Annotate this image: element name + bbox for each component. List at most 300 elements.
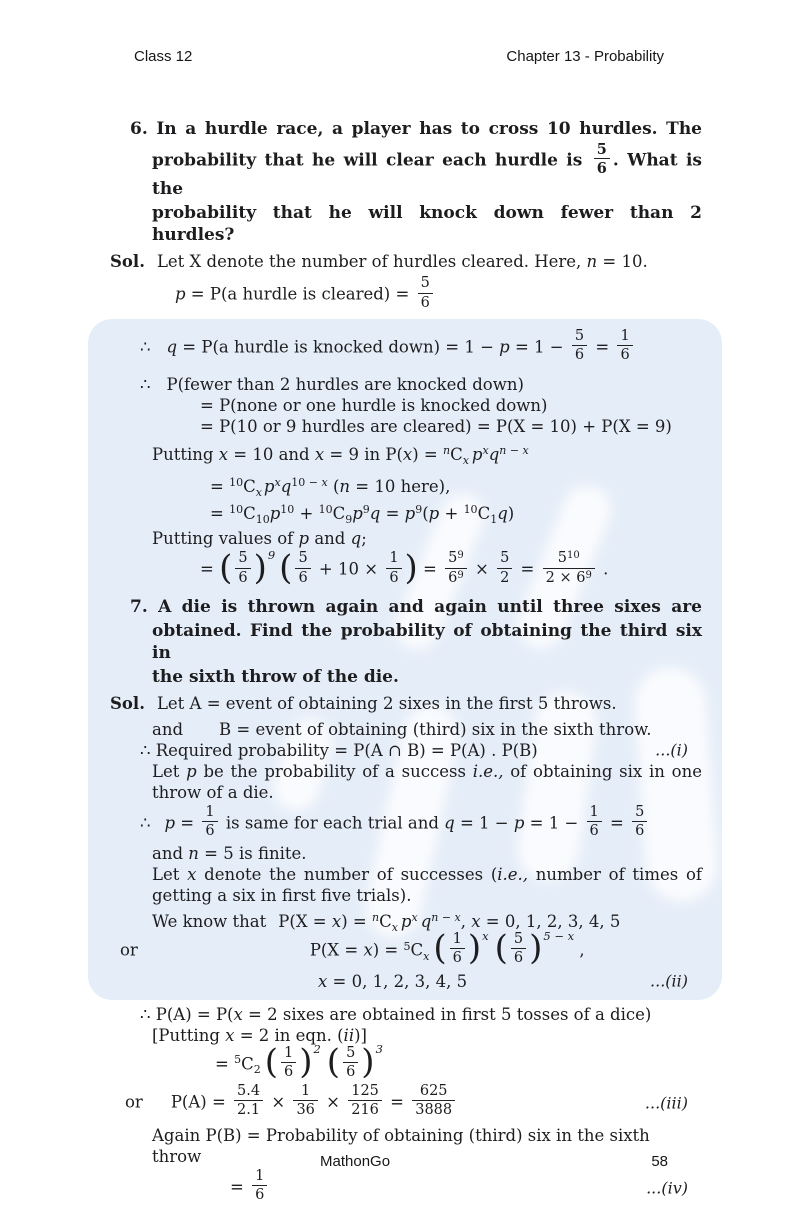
text-line <box>110 971 702 992</box>
italic-run: n <box>188 844 199 864</box>
left-paren: ( <box>279 547 293 588</box>
fraction <box>587 805 602 839</box>
denominator: $2 \times 6^9$ <box>543 568 595 586</box>
text-line <box>110 864 702 885</box>
text-run: = 0, 1, 2, 3, 4, 5 <box>480 912 621 932</box>
text-run: ) = <box>372 940 404 960</box>
numerator: 1 <box>589 803 599 820</box>
text-run: = <box>590 337 615 357</box>
text-run: × <box>469 560 495 580</box>
text-line <box>110 761 702 782</box>
text-run: × <box>320 1092 346 1112</box>
italic-run: q <box>369 504 381 524</box>
fraction <box>234 1084 263 1118</box>
text-run: P(A) = <box>170 1092 232 1112</box>
italic-run: x <box>331 912 342 932</box>
italic-run: q <box>488 445 500 465</box>
spacer <box>321 1048 327 1069</box>
fraction <box>497 551 512 585</box>
text-run: Let X denote the number of hurdles cleared. Here, <box>156 252 587 272</box>
text-run: ( <box>422 504 429 524</box>
spacer <box>145 246 157 267</box>
text-run: = <box>515 560 540 580</box>
text-run: C <box>450 445 463 465</box>
denominator: 6 <box>617 345 632 363</box>
text-run: ) = <box>341 912 372 932</box>
italic-run: x <box>218 445 229 465</box>
text-line <box>110 688 702 714</box>
numerator: 1 <box>205 803 215 820</box>
numerator: 5 <box>574 327 585 344</box>
subscript: x <box>255 486 262 500</box>
numerator: 1 <box>389 550 399 567</box>
subscript: x <box>391 921 398 935</box>
text-line <box>110 906 702 935</box>
text-line <box>110 439 702 468</box>
fraction <box>543 551 595 585</box>
denominator: 6 <box>594 158 610 176</box>
paren-exponent: 9 <box>267 548 276 563</box>
subscript: 1 <box>490 513 498 527</box>
italic-run: p <box>175 285 186 305</box>
fraction <box>450 932 465 966</box>
denominator: 2 <box>497 568 512 586</box>
text-run: ∴ <box>140 337 151 357</box>
text-run: ) = <box>412 445 443 465</box>
page-footer <box>110 1153 702 1173</box>
italic-run: i.e., <box>472 761 504 781</box>
text-run: = 5 is finite. <box>198 844 307 864</box>
text-run: P(fewer than 2 hurdles are knocked down) <box>166 375 524 395</box>
superscript: 10 <box>463 503 478 517</box>
text-line <box>110 275 702 312</box>
subscript: 9 <box>345 513 353 527</box>
fraction <box>418 276 433 310</box>
text-run: and <box>152 844 189 864</box>
text-line <box>110 666 702 688</box>
numerator: 625 <box>419 1083 448 1100</box>
fraction <box>511 932 526 966</box>
fraction <box>343 1046 358 1080</box>
text-run: Let A = event of obtaining 2 sixes in the first 5 throws. <box>156 693 617 713</box>
italic-run: n <box>586 252 598 272</box>
content-before-highlight <box>110 118 702 313</box>
text-line <box>110 503 702 527</box>
text-run: ∴ P(A) = P( <box>140 1004 234 1024</box>
text-run: = P(a hurdle is knocked down) = 1 − <box>177 337 500 357</box>
superscript: x <box>274 476 281 490</box>
superscript: n <box>442 444 451 458</box>
text-run: = P(none or one hurdle is knocked down) <box>200 396 548 416</box>
italic-run: q <box>166 337 178 357</box>
header-right: Chapter 13 - Probability <box>506 48 664 65</box>
text-run: = 2 in eqn. ( <box>234 1025 344 1045</box>
text-run: C <box>241 1054 254 1074</box>
ref-label: ...(i) <box>655 740 688 760</box>
text-line <box>110 471 702 500</box>
text-run: + <box>439 504 464 524</box>
text-run: C <box>243 504 256 524</box>
fraction <box>202 805 217 839</box>
superscript: 10 <box>229 476 244 490</box>
page-header <box>110 48 702 68</box>
text-run: = <box>380 504 405 524</box>
denominator: 6 <box>587 821 602 839</box>
numerator: $5^9$ <box>448 550 464 567</box>
denominator: 6 <box>511 948 526 966</box>
numerator: 5 <box>500 550 510 567</box>
text-run: = 1 − <box>509 337 569 357</box>
right-paren <box>404 547 418 588</box>
denominator: 6 <box>572 345 587 363</box>
italic-run: p <box>513 813 525 833</box>
text-run: be the probability of a success <box>196 761 473 781</box>
denominator: 36 <box>293 1100 317 1118</box>
text-line <box>110 782 702 803</box>
italic-run: n <box>339 477 351 497</box>
fraction <box>572 329 587 363</box>
italic-run: x <box>225 1025 235 1045</box>
fraction <box>235 551 250 585</box>
text-run: getting a six in first five trials). <box>152 886 412 906</box>
numerator: 5 <box>238 550 248 567</box>
paren-glyph: ) <box>467 928 482 969</box>
numerator: 1 <box>301 1083 311 1100</box>
text-run: throw of a die. <box>152 782 274 802</box>
text-run: = 1 − <box>454 813 514 833</box>
text-run: 7. A die is thrown again and again until three sixes are <box>130 596 702 617</box>
superscript: n <box>371 911 380 925</box>
fraction <box>594 142 610 176</box>
ref-label: ...(ii) <box>650 971 688 991</box>
denominator: 2.1 <box>234 1100 263 1118</box>
paren-glyph: ) <box>404 547 418 588</box>
text-line <box>110 1041 702 1082</box>
italic-run: p <box>263 477 275 497</box>
italic-run: x <box>471 912 481 932</box>
text-line <box>110 528 702 549</box>
text-run: = P(10 or 9 hurdles are cleared) = P(X = 10) + P(X = 9) <box>200 417 672 437</box>
text-run: P(X = <box>278 912 332 932</box>
text-run: = 9 in P( <box>324 445 403 465</box>
text-line <box>110 928 702 969</box>
text-run: = <box>604 813 630 833</box>
left-paren: ( <box>264 1041 278 1082</box>
text-run: or <box>125 1092 143 1112</box>
italic-run: p <box>471 445 483 465</box>
left-paren: ( <box>326 1041 341 1082</box>
superscript: 10 − <box>291 476 322 490</box>
fraction <box>617 329 632 363</box>
text-run: 6. In a hurdle race, a player has to cross 10 hurdles. The <box>130 119 702 139</box>
text-run: = 10 and <box>228 445 315 465</box>
numerator: 125 <box>351 1083 379 1100</box>
spacer <box>183 714 219 735</box>
fraction <box>281 1046 296 1080</box>
text-run: C <box>410 940 424 960</box>
text-run: + <box>294 504 319 524</box>
fraction <box>386 551 401 585</box>
numerator: $5^{10}$ <box>557 550 580 567</box>
left-paren: ( <box>219 547 233 588</box>
text-run: P(X = <box>309 940 364 960</box>
fraction <box>348 1084 382 1118</box>
text-run: = 0, 1, 2, 3, 4, 5 <box>327 971 468 991</box>
text-run: ( <box>327 477 340 497</box>
spacer <box>145 688 157 709</box>
paren-glyph: ) <box>361 1041 375 1082</box>
text-run: = <box>230 1177 250 1197</box>
italic-run: p <box>428 504 440 524</box>
superscript: 10 <box>318 503 333 517</box>
superscript: 5 <box>403 939 411 953</box>
text-line <box>110 416 702 437</box>
right-paren <box>253 547 276 588</box>
text-line <box>110 1004 702 1025</box>
text-line <box>110 118 702 140</box>
numerator: 5 <box>513 931 524 948</box>
numerator: 5 <box>420 275 430 292</box>
brand-name: MathonGo <box>320 1153 391 1170</box>
text-run: probability that he will clear each hurdle is <box>152 150 591 171</box>
denominator: 6 <box>295 568 310 586</box>
spacer <box>151 807 165 828</box>
text-run: denote the number of successes ( <box>196 865 498 885</box>
numerator: 1 <box>283 1044 294 1061</box>
superscript: 10 <box>280 503 295 517</box>
subscript: x <box>423 949 430 963</box>
text-run: = 10. <box>597 252 648 272</box>
text-run: of obtaining six in one <box>503 761 702 781</box>
text-run: = <box>384 1092 410 1112</box>
left-paren: ( <box>494 928 508 969</box>
text-run: ; <box>361 529 367 549</box>
italic-run: p <box>499 337 510 357</box>
italic-run: p <box>404 504 416 524</box>
text-line <box>110 596 702 618</box>
bold-run: Sol. <box>110 693 145 713</box>
paren-exponent: 3 <box>375 1042 383 1057</box>
italic-run: i.e., <box>497 865 529 885</box>
denominator: 6 <box>632 821 647 839</box>
text-run: Putting values of <box>152 529 299 549</box>
text-run: , <box>574 940 585 960</box>
text-run: . What is the <box>152 150 702 200</box>
text-line <box>110 395 702 416</box>
denominator: 6 <box>450 948 465 966</box>
italic-run: x <box>187 865 197 885</box>
superscript: 5 <box>234 1053 242 1067</box>
text-run: C <box>243 477 256 497</box>
text-run: and <box>309 529 351 549</box>
numerator: 5 <box>596 141 607 158</box>
italic-run: p <box>400 912 412 932</box>
numerator: 5.4 <box>237 1083 261 1100</box>
superscript: x <box>321 476 328 490</box>
text-run: ) <box>507 504 515 524</box>
text-run: × <box>266 1092 291 1112</box>
text-run: = 1 − <box>524 813 584 833</box>
text-run: We know that <box>152 912 267 932</box>
text-run: is same for each trial and <box>220 813 445 833</box>
right-paren <box>467 928 489 969</box>
italic-run: x <box>363 940 373 960</box>
text-run: = <box>215 1054 235 1074</box>
numerator: 5 <box>298 550 308 567</box>
fraction <box>632 805 647 839</box>
denominator: 6 <box>235 568 250 586</box>
text-run: , <box>460 912 472 932</box>
text-run: or <box>120 940 138 960</box>
text-run: = <box>417 560 443 580</box>
superscript: 9 <box>585 569 592 581</box>
paren-exponent: x <box>482 928 489 943</box>
superscript: x <box>411 911 418 925</box>
paren-glyph: ) <box>253 547 267 588</box>
text-run: number of times of <box>528 865 702 885</box>
right-paren <box>529 928 575 969</box>
text-run: Again P(B) = Probability of obtaining (third) six in the sixth throw <box>152 1125 650 1166</box>
text-run: = <box>200 560 220 580</box>
numerator: 5 <box>346 1044 356 1061</box>
numerator: 5 <box>635 803 645 820</box>
text-run: ∴ <box>140 375 151 395</box>
denominator: 6 <box>281 1062 296 1080</box>
superscript: 10 <box>566 550 580 562</box>
italic-run: p <box>186 761 197 781</box>
numerator: 1 <box>255 1167 265 1184</box>
text-run: ∴ Required probability = P(A ∩ B) = P(A) . P(B) <box>140 740 538 760</box>
italic-run: q <box>350 529 362 549</box>
text-line <box>110 1167 702 1205</box>
text-run: Let <box>152 865 188 885</box>
denominator: 6 <box>252 1185 267 1203</box>
italic-run: q <box>420 912 432 932</box>
superscript: 9 <box>457 569 464 581</box>
denominator: $6^9$ <box>445 568 467 586</box>
italic-run: p <box>164 813 176 833</box>
text-line <box>110 202 702 246</box>
text-run: = P(a hurdle is cleared) = <box>185 285 415 305</box>
denominator: 6 <box>202 821 217 839</box>
paren-glyph: ) <box>529 928 543 969</box>
text-line <box>110 885 702 906</box>
numerator: 1 <box>620 327 630 344</box>
text-line <box>110 843 702 864</box>
italic-run: x <box>402 445 413 465</box>
italic-run: x <box>318 971 328 991</box>
superscript: n − x <box>499 444 529 458</box>
text-run: the sixth throw of the die. <box>152 666 399 687</box>
text-run: = 10 here), <box>350 477 451 497</box>
superscript: 9 <box>457 550 464 562</box>
spacer <box>151 332 167 353</box>
italic-run: ii <box>343 1025 355 1045</box>
fraction <box>295 551 310 585</box>
text-line <box>110 327 702 365</box>
text-line <box>110 1025 702 1046</box>
text-line <box>110 547 702 588</box>
subscript: 2 <box>253 1063 261 1077</box>
italic-run: p <box>269 504 281 524</box>
subscript: 10 <box>255 513 270 527</box>
page-number: 58 <box>651 1153 668 1170</box>
superscript: 9 <box>362 503 370 517</box>
text-line <box>110 714 702 740</box>
text-run: Putting <box>152 445 219 465</box>
text-line <box>110 620 702 664</box>
superscript: n − x <box>431 911 461 925</box>
header-left: Class 12 <box>134 48 193 65</box>
italic-run: p <box>352 504 363 524</box>
italic-run: q <box>497 504 508 524</box>
fraction <box>412 1084 455 1118</box>
text-line <box>110 740 702 761</box>
denominator: 3888 <box>412 1100 455 1118</box>
text-run: C <box>332 504 346 524</box>
paren-glyph: ) <box>299 1041 313 1082</box>
fraction <box>293 1084 317 1118</box>
subscript: x <box>462 454 469 468</box>
ref-label: ...(iv) <box>646 1178 688 1198</box>
spacer <box>266 906 278 927</box>
bold-run: Sol. <box>110 252 145 272</box>
text-line <box>110 246 702 272</box>
text-run: . <box>597 560 609 580</box>
text-run: probability that he will knock down fewer than 2 hurdles? <box>152 203 702 246</box>
text-line <box>110 141 702 200</box>
denominator: 6 <box>418 293 433 311</box>
spacer <box>489 935 495 956</box>
text-run: B = event of obtaining (third) six in the sixth throw. <box>219 719 652 739</box>
fraction <box>252 1169 267 1203</box>
spacer <box>138 935 310 956</box>
text-run: C <box>379 912 392 932</box>
text-run: Let <box>152 761 187 781</box>
text-run: = 2 sixes are obtained in first 5 tosses of a dice) <box>242 1004 652 1024</box>
superscript: x <box>482 444 489 458</box>
spacer <box>151 369 167 390</box>
italic-run: q <box>444 813 455 833</box>
paren-exponent: 5 − x <box>543 928 575 943</box>
left-paren: ( <box>433 928 447 969</box>
fraction <box>445 551 467 585</box>
superscript: 10 <box>229 503 244 517</box>
spacer <box>143 1087 171 1108</box>
numerator: 1 <box>452 931 462 948</box>
ref-label: ...(iii) <box>644 1093 688 1113</box>
text-run: + 10 × <box>313 560 384 580</box>
right-paren <box>299 1041 321 1082</box>
highlight-region <box>88 319 722 1000</box>
text-run: [Putting <box>152 1025 226 1045</box>
text-line <box>110 803 702 841</box>
italic-run: p <box>298 529 310 549</box>
italic-run: x <box>233 1004 243 1024</box>
text-line <box>110 1083 702 1120</box>
right-paren <box>361 1041 383 1082</box>
superscript: 9 <box>415 503 423 517</box>
denominator: 6 <box>343 1062 358 1080</box>
italic-run: q <box>280 477 292 497</box>
text-run: C <box>477 504 491 524</box>
text-run: and <box>152 719 184 739</box>
paren-exponent: 2 <box>313 1042 321 1057</box>
italic-run: x <box>314 445 325 465</box>
text-run: ∴ <box>140 813 151 833</box>
denominator: 6 <box>386 568 401 586</box>
content-after-highlight <box>110 1004 702 1205</box>
